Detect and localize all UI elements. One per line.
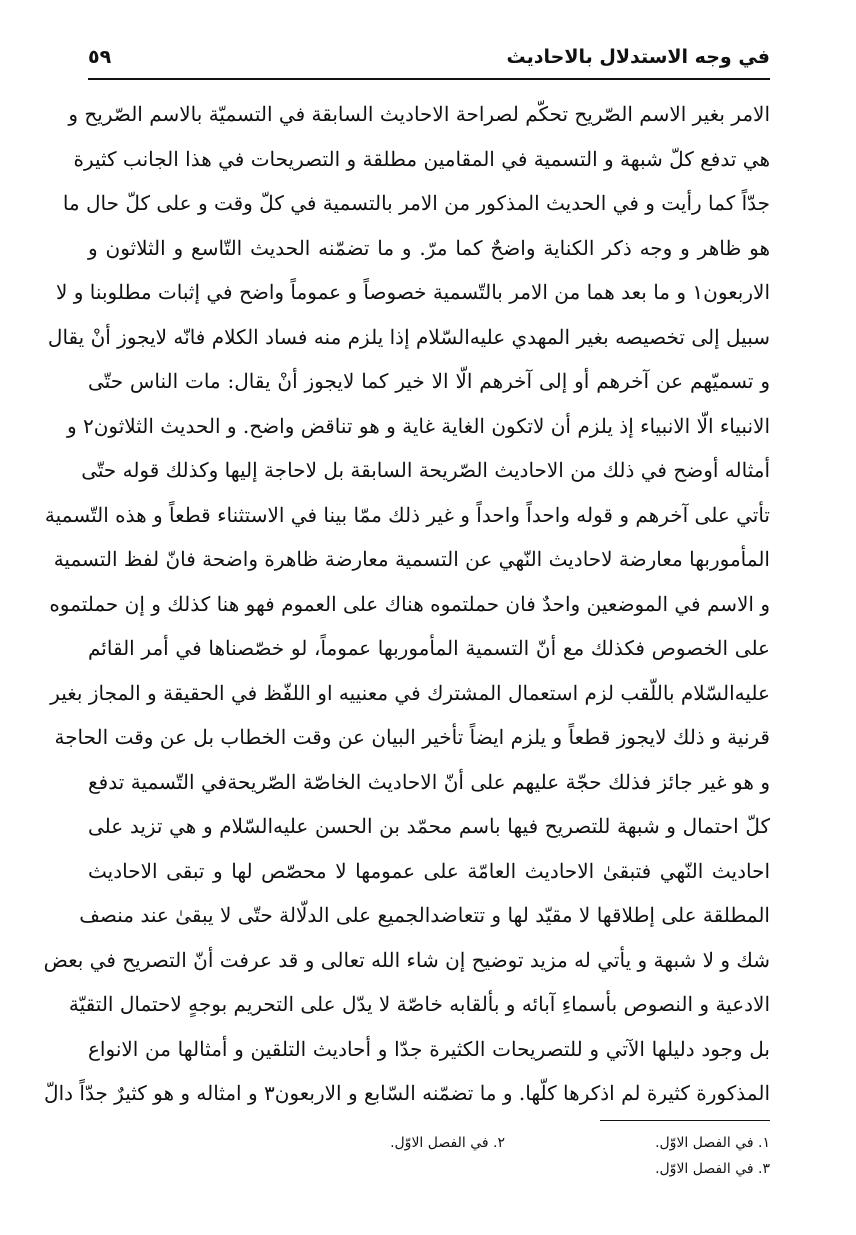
text-line: هي تدفع كلّ شبهة و التسمية في المقامين مطلقة و التصريحات في هذا الجانب كثيرة [73, 146, 770, 171]
text-line: احاديث النّهي فتبقىٰ الاحاديث العامّة على عمومها لا محصّص لها و تبقى الاحاديث [88, 858, 770, 883]
body-text [43, 92, 770, 1116]
text-line: و هو غير جائز فذلك حجّة عليهم على أنّ الاحاديث الخاصّة الصّريحةفي التّسمية تدفع [88, 769, 770, 794]
footnote-2: ٢. في الفصل الاوّل. [390, 1135, 505, 1151]
text-line: بل وجود دليلها الآتي و للتصريحات الكثيرة جدّا و أحاديث التلقين و أمثالها من الانواع [88, 1036, 770, 1061]
footnote-1: ١. في الفصل الاوّل. [655, 1135, 770, 1151]
footnotes [88, 1130, 770, 1182]
text-line: الامر بغير الاسم الصّريح تحكّم لصراحة الاحاديث السابقة في التسميّة بالاسم الصّريح و [68, 102, 770, 126]
text-line: كلّ احتمال و شبهة للتصريح فيها باسم محمّد بن الحسن عليه‌السّلام و هي تزيد على [88, 814, 770, 838]
header-title: في وجه الاستدلال بالاحاديث [506, 46, 770, 68]
running-header [88, 44, 770, 74]
footnote-divider [600, 1120, 770, 1121]
text-line: المأموربها معارضة لاحاديث النّهي عن التسمية معارضة ظاهرة واضحة فانّ لفظ التسمية [53, 547, 770, 571]
text-line: الانبياء الّا الانبياء إذ يلزم أن لاتكون الغاية غاية و هو تناقض واضح. و الحديث الثلاثون٢ و [66, 413, 770, 438]
footnote-3: ٣. في الفصل الاوّل. [655, 1161, 770, 1177]
text-line: عليه‌السّلام باللّقب لزم استعمال المشترك في معنييه او اللفّظ في الحقيقة و المجاز بغير [50, 680, 770, 705]
text-line: شك و لا شبهة و يأتي له مزيد توضيح إن شاء الله تعالى و قد عرفت أنّ التصريح في بعض [43, 947, 770, 972]
text-line: قرنية و ذلك لايجوز قطعاً و يلزم ايضاً تأخير البيان عن وقت الخطاب بل عن وقت الحاجة [54, 725, 770, 749]
page-number: ٥٩ [88, 46, 112, 68]
text-line: تأتي على آخرهم و قوله واحداً واحداً و غير ذلك ممّا بينا في الاستثناء قطعاً و هذه التّسمية [44, 502, 770, 527]
text-line: جدّاً كما رأيت و في الحديث المذكور من الامر بالتسمية في كلّ وقت و على كلّ حال ما [62, 191, 770, 215]
text-line: الادعية و النصوص بأسماءِ آبائه و بألقابه خاصّة لا يدّل على التحريم بوجهٍ لاحتمال التقيّة [68, 992, 770, 1016]
text-line: الاربعون١ و ما بعد هما من الامر بالتّسمية خصوصاً و عموماً واضح في إثبات مطلوبنا و لا [56, 280, 770, 304]
text-line: و تسميّهم عن آخرهم أو إلى آخرهم الّا الا خير كما لايجوز أنْ يقال: مات الناس حتّى [88, 369, 770, 393]
text-line: على الخصوص فكذلك مع أنّ التسمية المأموربها عموماً، لو خصّصناها في أمر القائم [88, 636, 770, 660]
text-line: المطلقة على إطلاقها لا مقيّد لها و تتعاضدالجميع على الدلّالة حتّى لا يبقىٰ عند منصف [79, 903, 770, 927]
text-line: سبيل إلى تخصيصه بغير المهدي عليه‌السّلام إذا يلزم منه فساد الكلام فانّه لايجوز أنْ يقال [47, 324, 770, 349]
text-line: المذكورة كثيرة لم اذكرها كلّها. و ما تضمّنه السّابع و الاربعون٣ و امثاله و هو كثيرٌ جدّاً دالّ [44, 1081, 770, 1105]
text-line: و الاسم في الموضعين واحدٌ فان حملتموه هناك على العموم فهو هنا كذلك و إن حملتموه [49, 591, 770, 616]
text-line: هو ظاهر و وجه ذكر الكناية واضحٌ كما مرّ. و ما تضمّنه الحديث التّاسع و الثلاثون و [88, 235, 770, 260]
header-divider [88, 78, 770, 80]
text-line: أمثاله أوضح في ذلك من الاحاديث الصّريحة السابقة بل لاحاجة إليها وكذلك قوله حتّى [81, 458, 770, 482]
